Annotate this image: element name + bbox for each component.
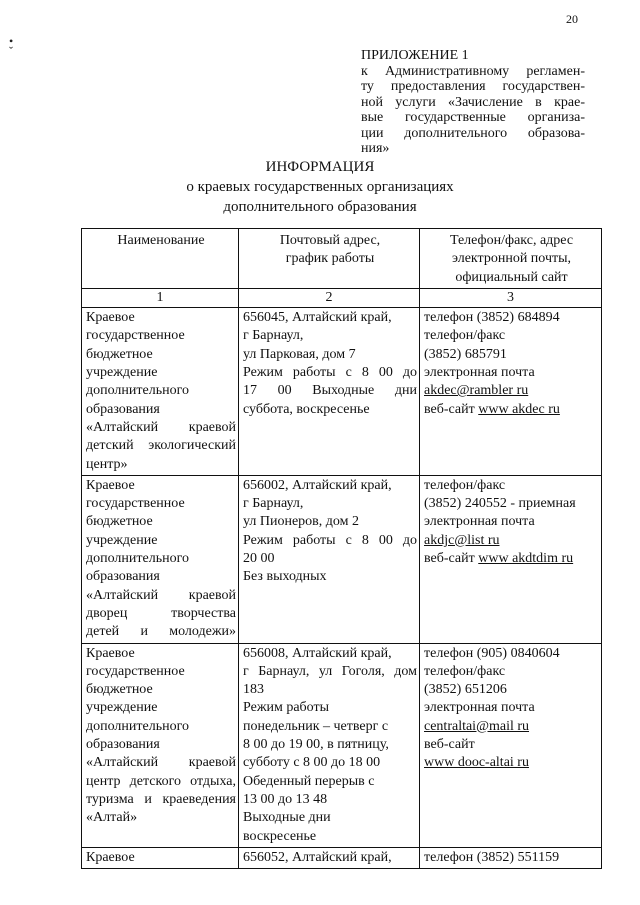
margin-mark: • xyxy=(9,34,14,48)
margin-mark: ˇ xyxy=(9,44,13,58)
contacts-cell xyxy=(420,643,602,847)
address-line: 8 00 до 19 00, в пятницу, xyxy=(243,737,389,753)
address-line: понедельник – четверг с xyxy=(243,718,389,734)
contact-text: электронная почта xyxy=(424,365,535,381)
address-line: 17 00 Выходные дни xyxy=(243,383,417,399)
table-row xyxy=(82,308,602,476)
contact-link[interactable]: www dooc-altai ru xyxy=(424,755,529,771)
column-header xyxy=(420,229,602,289)
organization-name-line: государственное xyxy=(86,496,185,512)
contact-line xyxy=(424,736,599,754)
organization-name-line: дворец творчества xyxy=(86,605,236,621)
contact-line xyxy=(424,718,599,736)
column-number: 3 xyxy=(420,288,602,307)
organization-name-line: Краевое xyxy=(86,477,135,493)
address-cell xyxy=(239,847,420,868)
organization-name-line: центр детского отдыха, xyxy=(86,773,236,789)
document-subtitle: о краевых государственных организациях xyxy=(186,179,454,195)
document-title: ИНФОРМАЦИЯ xyxy=(265,159,375,175)
contact-text: электронная почта xyxy=(424,514,535,530)
contact-line xyxy=(424,754,599,772)
address-line: 656008, Алтайский край, xyxy=(243,645,392,661)
address-line: 13 00 до 13 48 xyxy=(243,791,328,807)
contacts-cell xyxy=(420,847,602,868)
organization-name-line: детей и молодежи» xyxy=(86,624,236,640)
contact-line xyxy=(424,513,599,531)
contact-line xyxy=(424,401,599,419)
contact-text: телефон (3852) 551159 xyxy=(424,849,560,865)
contact-text: веб-сайт xyxy=(424,401,479,417)
organization-name-line: государственное xyxy=(86,328,185,344)
column-number-row xyxy=(82,288,602,307)
contact-line xyxy=(424,327,599,345)
table-header-row xyxy=(82,229,602,289)
contact-text: телефон (905) 0840604 xyxy=(424,645,560,661)
column-header-line: график работы xyxy=(285,251,375,267)
organization-name-line: бюджетное xyxy=(86,514,153,530)
address-line: субботу с 8 00 до 18 00 xyxy=(243,755,381,771)
contact-text: (3852) 685791 xyxy=(424,346,507,362)
table-row xyxy=(82,847,602,868)
organization-name-line: учреждение xyxy=(86,365,158,381)
contact-line xyxy=(424,309,599,327)
appendix-title: ПРИЛОЖЕНИЕ 1 xyxy=(361,48,469,63)
contact-text: электронная почта xyxy=(424,700,535,716)
contacts-cell xyxy=(420,475,602,643)
address-line: суббота, воскресенье xyxy=(243,401,370,417)
contacts-cell xyxy=(420,308,602,476)
address-line: воскресенье xyxy=(243,828,317,844)
contact-text: (3852) 240552 - приемная xyxy=(424,496,576,512)
organization-name-line: бюджетное xyxy=(86,682,153,698)
appendix-line: ции дополнительного образова- xyxy=(361,125,585,141)
contact-line xyxy=(424,495,599,513)
organization-name-line: детский экологический xyxy=(86,438,236,454)
column-header-line: электронной почты, xyxy=(451,251,572,267)
organization-name-line: дополнительного xyxy=(86,718,189,734)
contact-line xyxy=(424,550,599,568)
contact-line xyxy=(424,364,599,382)
appendix-line: к Административному регламен- xyxy=(361,63,585,79)
contact-line xyxy=(424,645,599,663)
appendix-line: вые государственные организа- xyxy=(361,110,585,125)
contact-text: телефон/факс xyxy=(424,477,506,493)
organization-name-cell xyxy=(82,475,239,643)
address-line: ул Пионеров, дом 2 xyxy=(243,514,360,530)
contact-line xyxy=(424,477,599,495)
organization-name-line: учреждение xyxy=(86,532,158,548)
contact-link[interactable]: akdec@rambler ru xyxy=(424,383,529,399)
contact-text: телефон/факс xyxy=(424,663,506,679)
organization-name-line: бюджетное xyxy=(86,346,153,362)
contact-line xyxy=(424,346,599,364)
appendix-line: ту предоставления государствен- xyxy=(361,79,585,94)
organizations-table xyxy=(81,228,602,869)
organization-name-line: туризма и краеведения xyxy=(86,791,236,807)
table-row xyxy=(82,475,602,643)
organization-name-line: «Алтайский краевой xyxy=(86,419,236,435)
address-line: 656045, Алтайский край, xyxy=(243,310,392,326)
website-link[interactable]: www akdtdim ru xyxy=(478,551,574,567)
contact-line xyxy=(424,681,599,699)
organization-name-cell xyxy=(82,643,239,847)
column-header xyxy=(82,229,239,289)
organization-name-line: образования xyxy=(86,569,160,585)
organization-name-line: Краевое xyxy=(86,310,135,326)
address-line: 656052, Алтайский край, xyxy=(243,849,392,865)
organization-name-line: государственное xyxy=(86,663,185,679)
contact-link[interactable]: centraltai@mail ru xyxy=(424,718,530,734)
address-cell xyxy=(239,643,420,847)
column-header-line: Наименование xyxy=(117,233,205,248)
column-number: 1 xyxy=(82,288,239,307)
column-number: 2 xyxy=(239,288,420,307)
contact-text: веб-сайт xyxy=(424,737,475,753)
address-line: Режим работы с 8 00 до xyxy=(243,532,417,548)
contact-line xyxy=(424,663,599,681)
contact-line xyxy=(424,532,599,550)
organization-name-line: образования xyxy=(86,401,160,417)
address-line: г Барнаул, ул Гоголя, дом xyxy=(243,663,417,679)
address-line: Режим работы с 8 00 до xyxy=(243,365,417,381)
document-subtitle: дополнительного образования xyxy=(223,199,417,215)
table-body xyxy=(82,229,602,869)
address-line: 656002, Алтайский край, xyxy=(243,477,392,493)
address-line: 183 xyxy=(243,682,264,698)
organization-name-cell xyxy=(82,308,239,476)
address-cell xyxy=(239,475,420,643)
column-header-line: официальный сайт xyxy=(455,269,568,285)
organization-name-line: «Алтайский краевой xyxy=(86,755,236,771)
organization-name-cell xyxy=(82,847,239,868)
table-row xyxy=(82,643,602,847)
organization-name-line: «Алтайский краевой xyxy=(86,587,236,603)
column-header xyxy=(239,229,420,289)
organization-name-line: «Алтай» xyxy=(86,810,138,826)
column-header-line: Почтовый адрес, xyxy=(279,233,381,248)
contact-text: телефон (3852) 684894 xyxy=(424,310,560,326)
address-line: Выходные дни xyxy=(243,810,331,826)
column-header-line: Телефон/факс, адрес xyxy=(449,233,574,248)
contact-text: (3852) 651206 xyxy=(424,682,507,698)
contact-line xyxy=(424,382,599,400)
organization-name-line: центр» xyxy=(86,456,128,472)
organization-name-line: Краевое xyxy=(86,849,135,865)
page-number: 20 xyxy=(566,12,578,26)
appendix-line: ной услуги «Зачисление в крае- xyxy=(361,94,585,110)
organization-name-line: Краевое xyxy=(86,645,135,661)
address-line: г Барнаул, xyxy=(243,496,304,512)
organization-name-line: дополнительного xyxy=(86,383,189,399)
contact-text: телефон/факс xyxy=(424,328,506,344)
address-line: г Барнаул, xyxy=(243,328,304,344)
address-line: Режим работы xyxy=(243,700,330,716)
address-cell xyxy=(239,308,420,476)
address-line: ул Парковая, дом 7 xyxy=(243,346,356,362)
organization-name-line: образования xyxy=(86,737,160,753)
organization-name-line: дополнительного xyxy=(86,551,189,567)
contact-text: веб-сайт xyxy=(424,551,479,567)
address-line: 20 00 xyxy=(243,551,275,567)
contact-line xyxy=(424,849,599,867)
address-line: Без выходных xyxy=(243,569,327,585)
appendix-line: ния» xyxy=(361,141,390,156)
organization-name-line: учреждение xyxy=(86,700,158,716)
appendix-block xyxy=(361,48,585,157)
contact-link[interactable]: akdjc@list ru xyxy=(424,532,500,548)
contact-line xyxy=(424,699,599,717)
address-line: Обеденный перерыв с xyxy=(243,773,375,789)
website-link[interactable]: www akdec ru xyxy=(478,401,560,417)
